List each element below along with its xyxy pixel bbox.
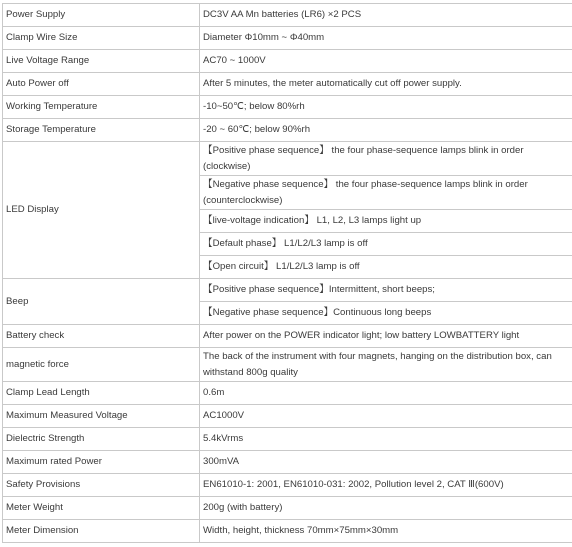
spec-label: magnetic force — [3, 348, 200, 382]
spec-value: Width, height, thickness 70mm×75mm×30mm — [200, 520, 572, 543]
spec-label: Storage Temperature — [3, 119, 200, 142]
spec-label: Beep — [3, 279, 200, 325]
spec-table-container — [2, 3, 570, 543]
table-row — [3, 348, 572, 382]
spec-value: EN61010-1: 2001, EN61010-031: 2002, Pollution level 2, CAT Ⅲ(600V) — [200, 474, 572, 497]
spec-value: -10~50℃; below 80%rh — [200, 96, 572, 119]
spec-value: AC1000V — [200, 405, 572, 428]
spec-value: 【Positive phase sequence】Intermittent, short beeps; — [200, 279, 572, 302]
table-row — [3, 497, 572, 520]
spec-label: Maximum Measured Voltage — [3, 405, 200, 428]
spec-value: 【Negative phase sequence】Continuous long beeps — [200, 302, 572, 325]
spec-value: 【live-voltage indication】 L1, L2, L3 lamps light up — [200, 210, 572, 233]
spec-label: Clamp Lead Length — [3, 382, 200, 405]
table-row — [3, 325, 572, 348]
spec-label: Meter Weight — [3, 497, 200, 520]
table-row — [3, 27, 572, 50]
spec-label: Auto Power off — [3, 73, 200, 96]
table-row — [3, 142, 572, 176]
spec-value: The back of the instrument with four magnets, hanging on the distribution box, can withstand 800g quality — [200, 348, 572, 382]
spec-value: 0.6m — [200, 382, 572, 405]
spec-value: After 5 minutes, the meter automatically cut off power supply. — [200, 73, 572, 96]
spec-label: LED Display — [3, 142, 200, 279]
table-row — [3, 96, 572, 119]
spec-value: 300mVA — [200, 451, 572, 474]
spec-value: 5.4kVrms — [200, 428, 572, 451]
table-row — [3, 382, 572, 405]
table-row — [3, 73, 572, 96]
spec-value: 【Default phase】 L1/L2/L3 lamp is off — [200, 233, 572, 256]
spec-value: 【Open circuit】 L1/L2/L3 lamp is off — [200, 256, 572, 279]
spec-table — [2, 3, 572, 543]
spec-label: Meter Dimension — [3, 520, 200, 543]
table-row — [3, 474, 572, 497]
table-row — [3, 520, 572, 543]
spec-value: 200g (with battery) — [200, 497, 572, 520]
spec-label: Clamp Wire Size — [3, 27, 200, 50]
spec-label: Dielectric Strength — [3, 428, 200, 451]
spec-label: Live Voltage Range — [3, 50, 200, 73]
table-row — [3, 451, 572, 474]
spec-value: DC3V AA Mn batteries (LR6) ×2 PCS — [200, 4, 572, 27]
spec-value: After power on the POWER indicator light; low battery LOWBATTERY light — [200, 325, 572, 348]
spec-label: Power Supply — [3, 4, 200, 27]
table-row — [3, 4, 572, 27]
table-row — [3, 428, 572, 451]
spec-label: Battery check — [3, 325, 200, 348]
spec-label: Working Temperature — [3, 96, 200, 119]
spec-value: 【Negative phase sequence】 the four phase-sequence lamps blink in order (counterclockwise) — [200, 176, 572, 210]
spec-value: -20 ~ 60℃; below 90%rh — [200, 119, 572, 142]
table-row — [3, 405, 572, 428]
table-row — [3, 279, 572, 302]
spec-label: Maximum rated Power — [3, 451, 200, 474]
spec-label: Safety Provisions — [3, 474, 200, 497]
table-row — [3, 50, 572, 73]
spec-table-body — [3, 4, 572, 543]
table-row — [3, 119, 572, 142]
spec-value: Diameter Φ10mm ~ Φ40mm — [200, 27, 572, 50]
spec-value: AC70 ~ 1000V — [200, 50, 572, 73]
spec-value: 【Positive phase sequence】 the four phase-sequence lamps blink in order (clockwise) — [200, 142, 572, 176]
